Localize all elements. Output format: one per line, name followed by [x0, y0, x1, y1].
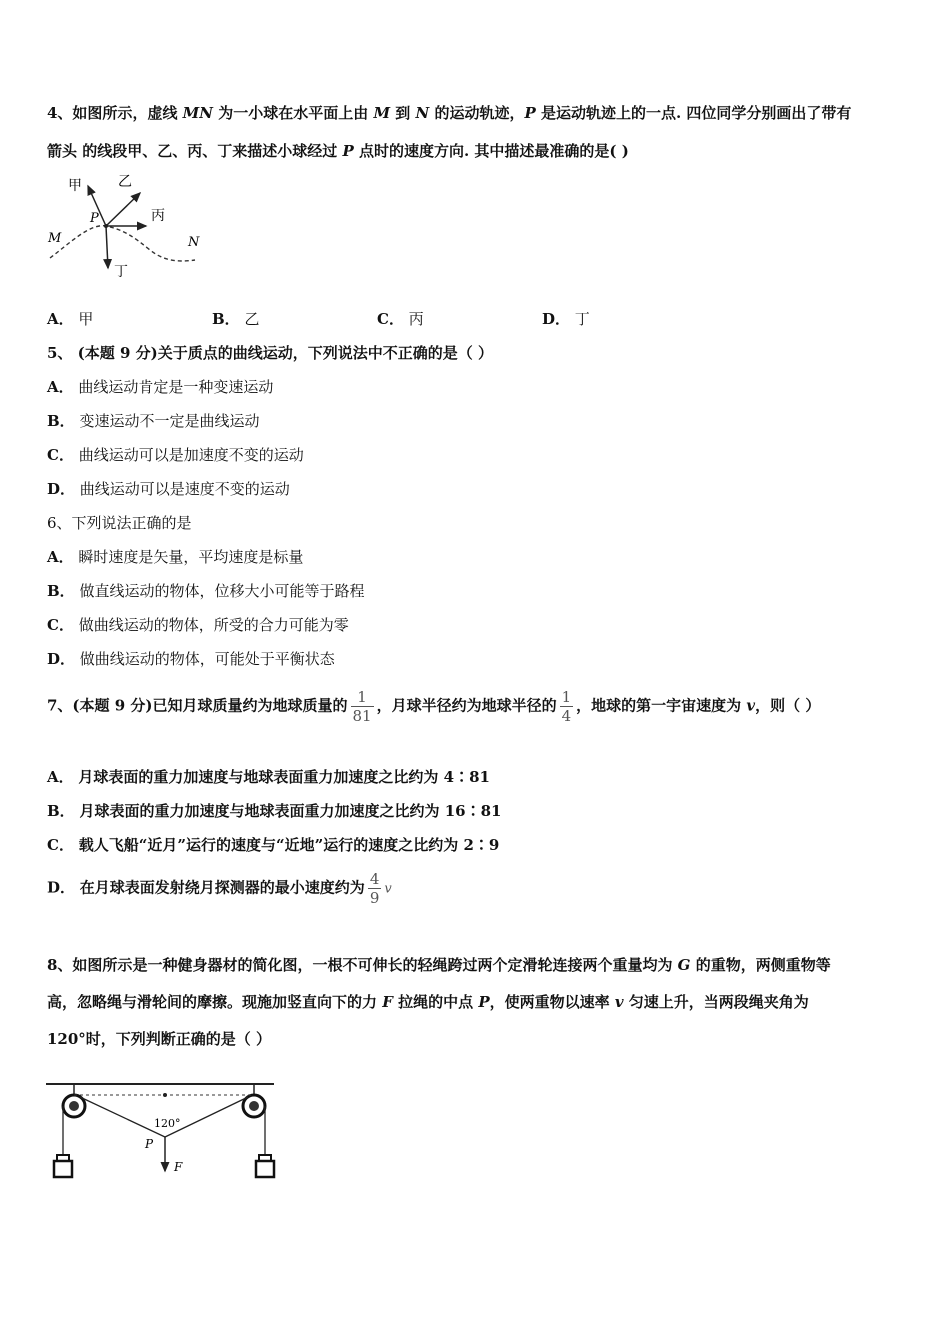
weight-left — [54, 1155, 72, 1177]
var-MN: MN — [182, 104, 213, 122]
q4-line1: 4、如图所示，虚线 MN 为一小球在水平面上由 M 到 N 的运动轨迹，P 是运动轨迹上的一点. 四位同学分别画出了带有 — [47, 104, 852, 122]
q4-option-c[interactable]: C． 丙 — [377, 310, 424, 328]
q4-option-d[interactable]: D． 丁 — [542, 310, 590, 328]
q8-line1: 8、如图所示是一种健身器材的简化图，一根不可伸长的轻绳跨过两个定滑轮连接两个重量均为 G 的重物，两侧重物等 — [47, 956, 831, 974]
q7-option-c[interactable]: C． 载人飞船“近月”运行的速度与“近地”运行的速度之比约为 2∶9 — [47, 836, 500, 854]
arrow-yi — [106, 193, 140, 226]
arrow-ding — [106, 226, 108, 268]
q5-option-c[interactable]: C． 曲线运动可以是加速度不变的运动 — [47, 446, 304, 464]
q5-option-b[interactable]: B． 变速运动不一定是曲线运动 — [47, 412, 260, 430]
var-N: N — [415, 104, 430, 122]
fraction-4-9: $\frac{4}{9}$ — [369, 870, 380, 907]
q6-stem: 6、下列说法正确的是 — [47, 514, 192, 532]
q6-option-c[interactable]: C． 做曲线运动的物体，所受的合力可能为零 — [47, 616, 349, 634]
q7-option-b[interactable]: B． 月球表面的重力加速度与地球表面重力加速度之比约为 16∶81 — [47, 802, 502, 820]
q6-option-d[interactable]: D． 做曲线运动的物体，可能处于平衡状态 — [47, 650, 335, 668]
q7-stem: 7、(本题 9 分)已知月球质量约为地球质量的 $\frac{1}{81}$ ，月球半径约为地球半径的 $\frac{1}{4}$ ，地球的第一宇宙速度为 v，则（ ） — [47, 688, 821, 725]
var-P: P — [524, 104, 536, 122]
var-M: M — [373, 104, 391, 122]
q7-option-a[interactable]: A． 月球表面的重力加速度与地球表面重力加速度之比约为 4∶81 — [47, 768, 490, 786]
q6-option-a[interactable]: A． 瞬时速度是矢量，平均速度是标量 — [47, 548, 304, 566]
trajectory-curve — [50, 226, 195, 261]
fraction-1-81: $\frac{1}{81}$ — [352, 688, 372, 725]
label-ding: 丁 — [114, 264, 128, 280]
q4-trajectory-figure — [40, 168, 220, 283]
label-P: P — [145, 1137, 154, 1151]
q8-line2: 高，忽略绳与滑轮间的摩擦。现施加竖直向下的力 F 拉绳的中点 P，使两重物以速率 v 匀速上升，当两段绳夹角为 — [47, 993, 809, 1011]
label-bing: 丙 — [151, 208, 165, 224]
q7-option-d[interactable]: D． 在月球表面发射绕月探测器的最小速度约为 $\frac{4}{9}$ v — [47, 870, 392, 907]
label-F: F — [174, 1160, 183, 1174]
label-N: N — [188, 235, 200, 250]
q8-line3: 120°时，下列判断正确的是（ ） — [47, 1030, 272, 1048]
q5-option-a[interactable]: A． 曲线运动肯定是一种变速运动 — [47, 378, 274, 396]
weight-right — [256, 1155, 274, 1177]
label-M: M — [48, 231, 62, 246]
q8-pulley-figure — [44, 1075, 279, 1187]
q4-line2: 箭头 的线段甲、乙、丙、丁来描述小球经过 P 点时的速度方向. 其中描述最准确的是( ) — [47, 142, 629, 160]
label-yi: 乙 — [118, 174, 132, 190]
q5-stem: 5、 (本题 9 分)关于质点的曲线运动，下列说法中不正确的是（ ） — [47, 344, 493, 362]
q6-option-b[interactable]: B． 做直线运动的物体，位移大小可能等于路程 — [47, 582, 365, 600]
label-angle: 120° — [154, 1117, 181, 1130]
rope-left — [80, 1097, 165, 1137]
q4-option-a[interactable]: A． 甲 — [47, 310, 94, 328]
q4-option-b[interactable]: B． 乙 — [212, 310, 260, 328]
q5-option-d[interactable]: D． 曲线运动可以是速度不变的运动 — [47, 480, 290, 498]
label-jia: 甲 — [68, 178, 82, 194]
fraction-1-4: $\frac{1}{4}$ — [561, 688, 572, 725]
label-P: P — [90, 211, 99, 226]
